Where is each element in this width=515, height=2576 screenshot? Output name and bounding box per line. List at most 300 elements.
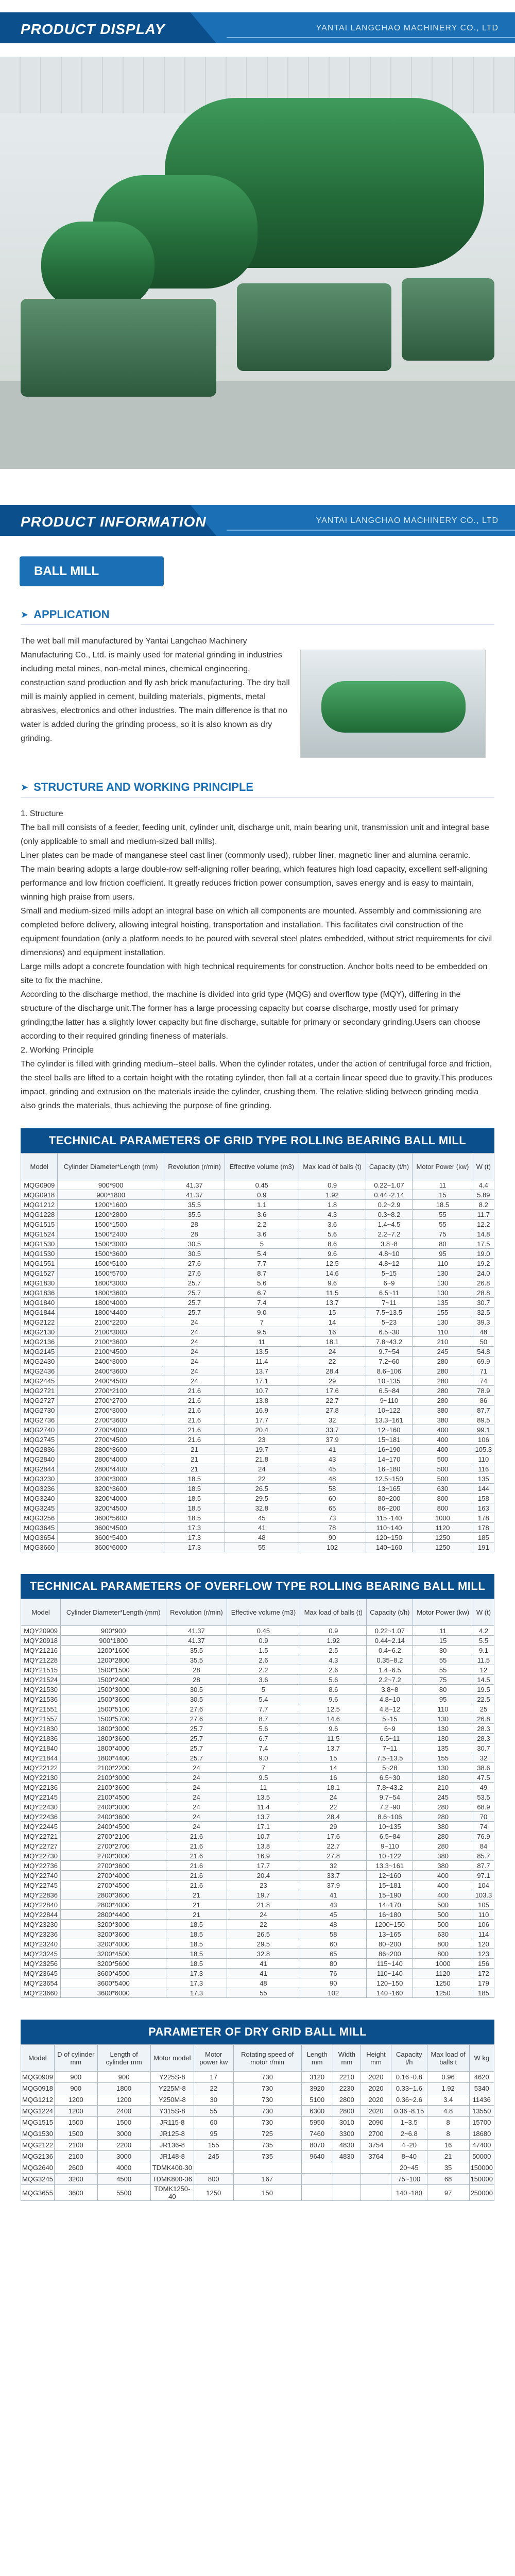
- column-header: Model: [21, 1599, 61, 1626]
- table-cell: 2800*4400: [58, 1464, 164, 1474]
- table-cell: 250000: [469, 2185, 494, 2201]
- table-cell: 24: [166, 1763, 227, 1773]
- table-cell: 16.9: [225, 1405, 299, 1415]
- table-cell: 6300: [301, 2106, 333, 2117]
- table-cell: 18.5: [166, 1959, 227, 1969]
- table-cell: 17.3: [166, 1969, 227, 1978]
- table-cell: 0.22~1.07: [366, 1180, 412, 1190]
- table-cell: 80~200: [367, 1939, 413, 1949]
- column-header: Effective volume (m3): [225, 1154, 299, 1180]
- paragraph: The main bearing adopts a large double-row self-aligning roller bearing, which features high load capacity, excellent self-aligning performance and low friction coefficient. It greatly reduces friction power consumption, saves energy and is easy to maintain, winning high praise from users.: [21, 865, 488, 902]
- table-row: [21, 1753, 494, 1763]
- table-cell: 21: [166, 1890, 227, 1900]
- column-header: Capacity t/h: [391, 2045, 427, 2072]
- table-cell: 86~200: [367, 1949, 413, 1959]
- table-cell: MQG3660: [21, 1543, 58, 1552]
- table-row: [21, 1890, 494, 1900]
- table-cell: 130: [413, 1317, 473, 1327]
- table-cell: 24: [166, 1802, 227, 1812]
- table-cell: Y225M-8: [150, 2083, 194, 2094]
- table-cell: MQG2730: [21, 1405, 58, 1415]
- table-cell: 9.7~54: [367, 1792, 413, 1802]
- table-cell: 33.7: [299, 1425, 366, 1435]
- table-cell: 55: [225, 1543, 299, 1552]
- table-cell: JR115-8: [150, 2117, 194, 2128]
- table-cell: 27.6: [166, 1714, 227, 1724]
- table-cell: 25.7: [166, 1753, 227, 1763]
- table-row: [21, 1969, 494, 1978]
- table-cell: 105: [473, 1900, 494, 1910]
- table-row: [21, 2185, 494, 2201]
- table-cell: 3754: [361, 2140, 391, 2151]
- table-cell: 13.8: [225, 1396, 299, 1405]
- product-display-banner: [0, 12, 515, 43]
- table-cell: MQG1228: [21, 1210, 58, 1219]
- paragraph: 1. Structure: [21, 809, 63, 818]
- table-row: [21, 1503, 494, 1513]
- table-cell: 24: [164, 1376, 225, 1386]
- table-body: [21, 1180, 494, 1552]
- table-cell: 74: [473, 1822, 494, 1832]
- table-row: [21, 1200, 494, 1210]
- table-cell: 0.16~0.8: [391, 2072, 427, 2083]
- table-cell: 28: [164, 1219, 225, 1229]
- table-cell: 12.2: [473, 1219, 494, 1229]
- table-cell: 30.5: [166, 1685, 227, 1694]
- table-cell: MQY23236: [21, 1929, 61, 1939]
- table-cell: 35.5: [166, 1655, 227, 1665]
- table-cell: 24: [164, 1366, 225, 1376]
- table-cell: 80: [300, 1959, 367, 1969]
- column-header: Width mm: [333, 2045, 360, 2072]
- table-cell: 7.5~13.5: [367, 1753, 413, 1763]
- table-cell: 30.5: [164, 1239, 225, 1249]
- table-cell: MQY21216: [21, 1646, 61, 1655]
- table-cell: 144: [473, 1484, 494, 1494]
- table-cell: MQY23240: [21, 1939, 61, 1949]
- table-row: [21, 1685, 494, 1694]
- table-row: [21, 1910, 494, 1920]
- table-row: [21, 1724, 494, 1734]
- column-header: Rotating speed of motor r/min: [233, 2045, 301, 2072]
- table-cell: 17.5: [473, 1239, 494, 1249]
- table-cell: 7~11: [367, 1743, 413, 1753]
- table-cell: 68: [427, 2174, 469, 2185]
- table-cell: 28: [164, 1229, 225, 1239]
- table-row: [21, 1415, 494, 1425]
- table-cell: 3200*3600: [58, 1484, 164, 1494]
- column-header: D of cylinder mm: [54, 2045, 97, 2072]
- table-cell: 106: [473, 1920, 494, 1929]
- table-cell: 13.5: [227, 1792, 300, 1802]
- table-cell: 21.6: [164, 1415, 225, 1425]
- table-cell: 75: [413, 1675, 473, 1685]
- column-header: Cylinder Diameter*Length (mm): [61, 1599, 166, 1626]
- table-cell: 280: [413, 1832, 473, 1841]
- table-cell: 1.1: [225, 1200, 299, 1210]
- table-cell: 2100*3000: [61, 1773, 166, 1783]
- table-cell: 245: [194, 2151, 234, 2162]
- table-cell: 12.5~150: [366, 1474, 412, 1484]
- table-cell: 16: [427, 2140, 469, 2151]
- table-cell: 110: [473, 1910, 494, 1920]
- column-header: Capacity (t/h): [367, 1599, 413, 1626]
- table-cell: 2700*4000: [58, 1425, 164, 1435]
- table-cell: 21: [166, 1900, 227, 1910]
- table-cell: 1.8: [299, 1200, 366, 1210]
- table-cell: 1200*2800: [58, 1210, 164, 1219]
- table-cell: MQG0909: [21, 2072, 55, 2083]
- table-cell: 9.1: [473, 1646, 494, 1655]
- table-cell: 16.9: [227, 1851, 300, 1861]
- table-row: [21, 1337, 494, 1347]
- table-cell: 6.7: [225, 1288, 299, 1298]
- table-cell: 280: [413, 1357, 473, 1366]
- table-cell: 1500*5100: [61, 1704, 166, 1714]
- table-cell: [361, 2185, 391, 2201]
- table-cell: 1500*5100: [58, 1259, 164, 1268]
- table-cell: 30.7: [473, 1298, 494, 1308]
- table-cell: 380: [413, 1405, 473, 1415]
- table-cell: JR148-8: [150, 2151, 194, 2162]
- table-cell: 280: [413, 1396, 473, 1405]
- table-cell: 10.7: [225, 1386, 299, 1396]
- table-cell: 21.6: [166, 1880, 227, 1890]
- table-cell: 110: [413, 1259, 473, 1268]
- table-cell: 2700: [361, 2128, 391, 2140]
- table-cell: 9.6: [300, 1724, 367, 1734]
- table-row: [21, 2106, 494, 2117]
- table-cell: 5: [225, 1239, 299, 1249]
- table-cell: 380: [413, 1415, 473, 1425]
- table-cell: 12.5: [300, 1704, 367, 1714]
- table-header-row: [21, 2045, 494, 2072]
- table-cell: 17.1: [227, 1822, 300, 1832]
- table-cell: 2100*2200: [61, 1763, 166, 1773]
- table-cell: MQY22740: [21, 1871, 61, 1880]
- table-cell: 380: [413, 1861, 473, 1871]
- dry-grid-table: [21, 2044, 494, 2201]
- table-cell: 14~170: [367, 1900, 413, 1910]
- table-cell: 9.6: [299, 1249, 366, 1259]
- table-cell: 12~160: [366, 1425, 412, 1435]
- table-row: [21, 1665, 494, 1675]
- table-cell: 8.6~106: [366, 1366, 412, 1376]
- table-cell: 1200~150: [367, 1920, 413, 1929]
- table-cell: 1200: [54, 2106, 97, 2117]
- table-cell: 13.7: [225, 1366, 299, 1376]
- table-cell: 135: [413, 1298, 473, 1308]
- table-cell: 21: [164, 1454, 225, 1464]
- table-cell: 27.8: [300, 1851, 367, 1861]
- table-cell: 21.8: [225, 1454, 299, 1464]
- table-cell: 245: [413, 1792, 473, 1802]
- table-row: [21, 1714, 494, 1724]
- table-cell: MQY22721: [21, 1832, 61, 1841]
- table-cell: 6.5~84: [367, 1832, 413, 1841]
- table-cell: 900: [54, 2083, 97, 2094]
- column-header: Height mm: [361, 2045, 391, 2072]
- table-cell: [301, 2185, 333, 2201]
- table-cell: MQG2436: [21, 1366, 58, 1376]
- table-cell: 3010: [333, 2117, 360, 2128]
- table-cell: 39.3: [473, 1317, 494, 1327]
- column-header: Revolution (r/min): [166, 1599, 227, 1626]
- column-header: Effective volume (m3): [227, 1599, 300, 1626]
- table-cell: 49: [473, 1783, 494, 1792]
- table-cell: MQG2430: [21, 1357, 58, 1366]
- table-cell: 2700*2700: [61, 1841, 166, 1851]
- table-cell: 41: [299, 1445, 366, 1454]
- table-cell: 22: [300, 1802, 367, 1812]
- table-cell: 730: [233, 2106, 301, 2117]
- table-row: [21, 2140, 494, 2151]
- table-cell: 1120: [413, 1523, 473, 1533]
- table-cell: 4.3: [300, 1655, 367, 1665]
- paragraph: The ball mill consists of a feeder, feeding unit, cylinder unit, discharge unit, main bearing unit, transmission unit and integral base (only applicable to small and medium-sized ball mills).: [21, 823, 489, 846]
- table-cell: 47400: [469, 2140, 494, 2151]
- table-cell: 4.4: [473, 1180, 494, 1190]
- table-cell: 22.5: [473, 1694, 494, 1704]
- table-cell: 13.7: [227, 1812, 300, 1822]
- table-cell: [333, 2174, 360, 2185]
- table-cell: MQY22730: [21, 1851, 61, 1861]
- table-cell: 28.8: [473, 1288, 494, 1298]
- table-cell: 900*1800: [61, 1636, 166, 1646]
- table-cell: 26.8: [473, 1278, 494, 1288]
- table-cell: 900*900: [58, 1180, 164, 1190]
- table-cell: 900*900: [61, 1626, 166, 1636]
- table-cell: 115~140: [366, 1513, 412, 1523]
- table-cell: 1.4~4.5: [366, 1219, 412, 1229]
- table-cell: 13.7: [300, 1743, 367, 1753]
- table-cell: 17.6: [299, 1386, 366, 1396]
- table-cell: 6.5~30: [367, 1773, 413, 1783]
- table-cell: 41.37: [166, 1626, 227, 1636]
- column-header: Length of cylinder mm: [97, 2045, 150, 2072]
- column-header: Motor Power (kw): [413, 1154, 473, 1180]
- paragraph: Large mills adopt a concrete foundation with high technical requirements for construction. Anchor bolts need to be embedded on site to fix the machine.: [21, 962, 488, 985]
- table-cell: 32.8: [225, 1503, 299, 1513]
- table-cell: 2200: [97, 2140, 150, 2151]
- table-cell: 280: [413, 1376, 473, 1386]
- table-cell: 130: [413, 1278, 473, 1288]
- table-cell: 78: [299, 1523, 366, 1533]
- table-cell: MQG2445: [21, 1376, 58, 1386]
- table-cell: MQG1530: [21, 1239, 58, 1249]
- table-cell: 4.2: [473, 1626, 494, 1636]
- table-cell: 50000: [469, 2151, 494, 2162]
- table-cell: 55: [413, 1655, 473, 1665]
- table-cell: 140~160: [367, 1988, 413, 1998]
- table-cell: MQG1551: [21, 1259, 58, 1268]
- table-cell: 24: [164, 1337, 225, 1347]
- table-cell: 380: [413, 1851, 473, 1861]
- table-cell: MQY21830: [21, 1724, 61, 1734]
- table-row: [21, 1445, 494, 1454]
- table-cell: 1500*3600: [58, 1249, 164, 1259]
- table-cell: 0.45: [225, 1180, 299, 1190]
- banner-title: PRODUCT INFORMATION: [21, 514, 207, 530]
- table-cell: 2~6.8: [391, 2128, 427, 2140]
- table-cell: 158: [473, 1494, 494, 1503]
- table-cell: MQG1515: [21, 2117, 55, 2128]
- table-row: [21, 2162, 494, 2174]
- table-cell: 500: [413, 1474, 473, 1484]
- table-cell: MQY21524: [21, 1675, 61, 1685]
- table-cell: MQY22745: [21, 1880, 61, 1890]
- table-cell: 75: [413, 1229, 473, 1239]
- overflow-type-table: [21, 1599, 494, 1998]
- table-cell: MQG2136: [21, 2151, 55, 2162]
- table-cell: 33.7: [300, 1871, 367, 1880]
- table-cell: 11: [225, 1337, 299, 1347]
- table-cell: MQG3230: [21, 1474, 58, 1484]
- table-cell: 24: [300, 1792, 367, 1802]
- table-cell: [361, 2174, 391, 2185]
- table-row: [21, 1802, 494, 1812]
- table-cell: 178: [473, 1513, 494, 1523]
- table-cell: 11.4: [227, 1802, 300, 1812]
- table-cell: 1500*1500: [58, 1219, 164, 1229]
- table-cell: 8.6~106: [367, 1812, 413, 1822]
- table-cell: 3200*4500: [61, 1949, 166, 1959]
- application-section: [21, 634, 494, 758]
- table-cell: MQG1530: [21, 1249, 58, 1259]
- table-cell: 14: [299, 1317, 366, 1327]
- table-cell: 10~122: [367, 1851, 413, 1861]
- table-cell: 53.5: [473, 1792, 494, 1802]
- table-cell: MQG3240: [21, 1494, 58, 1503]
- table-cell: 19.7: [227, 1890, 300, 1900]
- table-cell: 21: [164, 1464, 225, 1474]
- table-cell: 400: [413, 1435, 473, 1445]
- table-row: [21, 1871, 494, 1880]
- table-row: [21, 2083, 494, 2094]
- column-header: Capacity (t/h): [366, 1154, 412, 1180]
- table-cell: 0.3~8.2: [366, 1210, 412, 1219]
- table-cell: 1800*4400: [58, 1308, 164, 1317]
- banner-company: YANTAI LANGCHAO MACHINERY CO., LTD: [316, 516, 499, 525]
- table-cell: 12: [473, 1665, 494, 1675]
- table-cell: 21.6: [164, 1396, 225, 1405]
- table-cell: 140~180: [391, 2185, 427, 2201]
- table-row: [21, 1180, 494, 1190]
- table-cell: 3200*3000: [61, 1920, 166, 1929]
- table-cell: 1.5: [227, 1646, 300, 1655]
- table-cell: 24: [166, 1812, 227, 1822]
- table-cell: 25.7: [166, 1743, 227, 1753]
- table-cell: 14.6: [300, 1714, 367, 1724]
- table-cell: 3.6: [227, 1675, 300, 1685]
- table-cell: 22: [299, 1357, 366, 1366]
- table-cell: 14: [300, 1763, 367, 1773]
- table-cell: 47.5: [473, 1773, 494, 1783]
- table-cell: MQY21557: [21, 1714, 61, 1724]
- table-cell: 1800*3000: [61, 1724, 166, 1734]
- photo-mill-3: [41, 222, 154, 309]
- table-cell: 1.92: [300, 1636, 367, 1646]
- table-cell: 69.9: [473, 1357, 494, 1366]
- table-cell: 730: [233, 2083, 301, 2094]
- table-cell: 8: [427, 2128, 469, 2140]
- table-cell: 22: [225, 1474, 299, 1484]
- table-cell: 2400*3600: [58, 1366, 164, 1376]
- table-cell: 41.37: [166, 1636, 227, 1646]
- table-cell: 5.4: [227, 1694, 300, 1704]
- table-cell: 2100*2200: [58, 1317, 164, 1327]
- table-cell: MQG1212: [21, 1200, 58, 1210]
- table-cell: 24: [164, 1327, 225, 1337]
- table-cell: 1500*5700: [61, 1714, 166, 1724]
- column-header: Motor model: [150, 2045, 194, 2072]
- table-row: [21, 1929, 494, 1939]
- table-cell: 15: [413, 1636, 473, 1646]
- table-cell: 800: [413, 1949, 473, 1959]
- table-cell: 7.4: [225, 1298, 299, 1308]
- banner-company: YANTAI LANGCHAO MACHINERY CO., LTD: [316, 24, 499, 32]
- photo-motor-3: [402, 278, 494, 361]
- table-cell: 5~15: [367, 1714, 413, 1724]
- table-cell: JR125-8: [150, 2128, 194, 2140]
- table-cell: 2400*4500: [61, 1822, 166, 1832]
- table-cell: 7.7: [225, 1259, 299, 1268]
- table-cell: 6~9: [367, 1724, 413, 1734]
- table-cell: 10~122: [366, 1405, 412, 1415]
- table-cell: 2700*3600: [61, 1861, 166, 1871]
- table-cell: 28.4: [299, 1366, 366, 1376]
- table-row: [21, 1694, 494, 1704]
- table-cell: 29.5: [227, 1939, 300, 1949]
- table-cell: 22: [227, 1920, 300, 1929]
- table-cell: 25.7: [164, 1278, 225, 1288]
- table-row: [21, 1792, 494, 1802]
- table-cell: 5.6: [225, 1278, 299, 1288]
- table-cell: 2020: [361, 2094, 391, 2106]
- table-cell: 76.9: [473, 1832, 494, 1841]
- table-cell: 16~180: [366, 1464, 412, 1474]
- table-cell: 97: [427, 2185, 469, 2201]
- table-cell: 120~150: [366, 1533, 412, 1543]
- table-cell: 1250: [413, 1988, 473, 1998]
- column-header: Motor Power (kw): [413, 1599, 473, 1626]
- arrow-icon: ➤: [21, 609, 29, 620]
- column-header: Max load of balls (t): [300, 1599, 367, 1626]
- table-cell: 110: [413, 1704, 473, 1714]
- table-cell: 2700*2700: [58, 1396, 164, 1405]
- table-cell: 15~181: [367, 1880, 413, 1890]
- table-cell: 18.5: [164, 1474, 225, 1484]
- table-cell: 0.22~1.07: [367, 1626, 413, 1636]
- table-cell: 1500*3000: [61, 1685, 166, 1694]
- table-cell: 9.0: [227, 1753, 300, 1763]
- table-cell: 16: [299, 1327, 366, 1337]
- table-cell: MQG2136: [21, 1337, 58, 1347]
- table-cell: MQY22445: [21, 1822, 61, 1832]
- table-cell: 110: [413, 1327, 473, 1337]
- table-row: [21, 1523, 494, 1533]
- table-cell: 2800*4400: [61, 1910, 166, 1920]
- table-cell: 27.6: [166, 1704, 227, 1714]
- table-cell: 54.8: [473, 1347, 494, 1357]
- banner-title: PRODUCT DISPLAY: [21, 21, 165, 37]
- table-cell: 5500: [97, 2185, 150, 2201]
- table-cell: 32: [300, 1861, 367, 1871]
- table-cell: MQG1830: [21, 1278, 58, 1288]
- table-row: [21, 1474, 494, 1484]
- product-photo: [0, 57, 515, 469]
- table-cell: 3120: [301, 2072, 333, 2083]
